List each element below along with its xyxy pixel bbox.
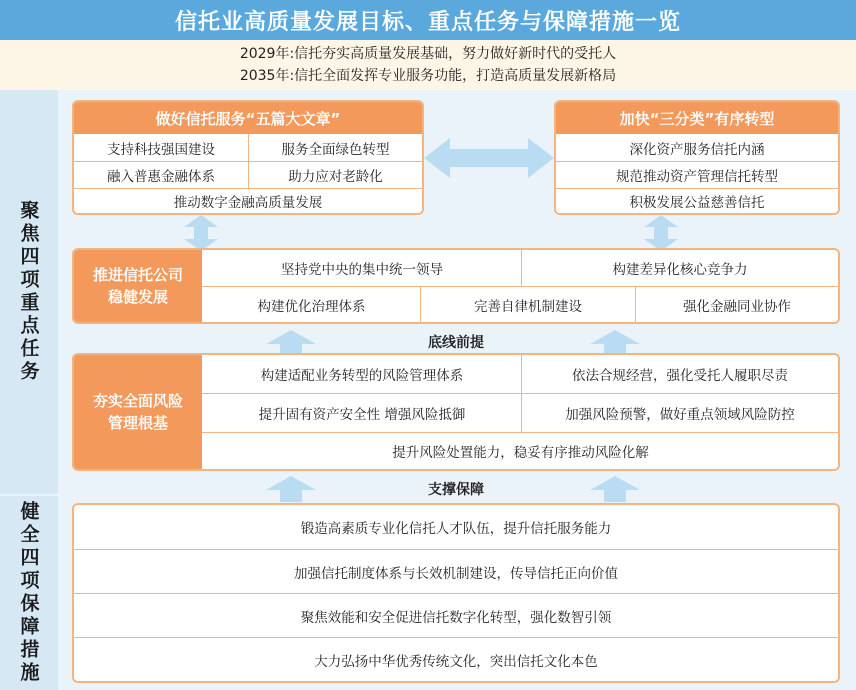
article-item: 助力应对老龄化 xyxy=(249,162,422,188)
five-articles-card xyxy=(72,100,424,215)
measure-item: 聚焦效能和安全促进信托数字化转型，强化数智引领 xyxy=(74,594,838,637)
measure-item: 加强信托制度体系与长效机制建设，传导信托正向价值 xyxy=(74,550,838,593)
category-item: 积极发展公益慈善信托 xyxy=(556,189,838,213)
support-label: 支撑保障 xyxy=(428,482,484,498)
double-arrow-vertical-left-icon xyxy=(184,215,218,251)
side-label-measures xyxy=(0,494,58,690)
risk-item: 加强风险预警，做好重点领域风险防控 xyxy=(522,394,838,432)
double-arrow-horizontal-icon xyxy=(424,136,554,180)
up-arrow-icon xyxy=(590,476,640,502)
measure-item: 锻造高素质专业化信托人才队伍，提升信托服务能力 xyxy=(74,505,838,549)
goal-2029: 2029年:信托夯实高质量发展基础，努力做好新时代的受托人 xyxy=(239,46,617,62)
risk-item: 提升风险处置能力，稳妥有序推动风险化解 xyxy=(203,433,838,469)
up-arrow-icon xyxy=(266,476,316,502)
article-item: 支持科技强国建设 xyxy=(74,134,248,161)
risk-item: 提升固有资产安全性 增强风险抵御 xyxy=(203,394,521,432)
steady-development-label: 推进信托公司稳健发展 xyxy=(74,250,202,322)
steady-item: 强化金融同业协作 xyxy=(636,287,838,322)
risk-management-label: 夯实全面风险管理根基 xyxy=(74,355,202,469)
risk-item: 依法合规经营，强化受托人履职尽责 xyxy=(522,355,838,393)
measures-card xyxy=(72,503,840,683)
page-title: 信托业高质量发展目标、重点任务与保障措施一览 xyxy=(0,0,856,40)
side-label-tasks xyxy=(0,90,58,494)
steady-development-card xyxy=(72,248,840,324)
article-item: 推动数字金融高质量发展 xyxy=(74,189,422,213)
article-item: 服务全面绿色转型 xyxy=(249,134,422,161)
double-arrow-vertical-right-icon xyxy=(644,215,678,251)
category-item: 深化资产服务信托内涵 xyxy=(556,134,838,161)
steady-item: 构建差异化核心竞争力 xyxy=(522,250,838,286)
steady-item: 构建优化治理体系 xyxy=(203,287,420,322)
category-item: 规范推动资产管理信托转型 xyxy=(556,162,838,188)
goals-banner xyxy=(0,40,856,90)
goal-2035: 2035年:信托全面发挥专业服务功能，打造高质量发展新格局 xyxy=(239,68,617,84)
side-label-measures-text: 健全四项保障措施 xyxy=(17,501,40,685)
side-label-tasks-text: 聚焦四项重点任务 xyxy=(17,200,40,384)
measure-item: 大力弘扬中华优秀传统文化，突出信托文化本色 xyxy=(74,638,838,681)
bottom-line-label: 底线前提 xyxy=(428,335,484,351)
article-item: 融入普惠金融体系 xyxy=(74,162,248,188)
risk-management-card xyxy=(72,353,840,471)
five-articles-header: 做好信托服务“五篇大文章” xyxy=(74,102,422,134)
steady-item: 完善自律机制建设 xyxy=(421,287,635,322)
steady-item: 坚持党中央的集中统一领导 xyxy=(203,250,521,286)
three-categories-header: 加快“三分类”有序转型 xyxy=(556,102,838,134)
risk-item: 构建适配业务转型的风险管理体系 xyxy=(203,355,521,393)
three-categories-card xyxy=(554,100,840,215)
